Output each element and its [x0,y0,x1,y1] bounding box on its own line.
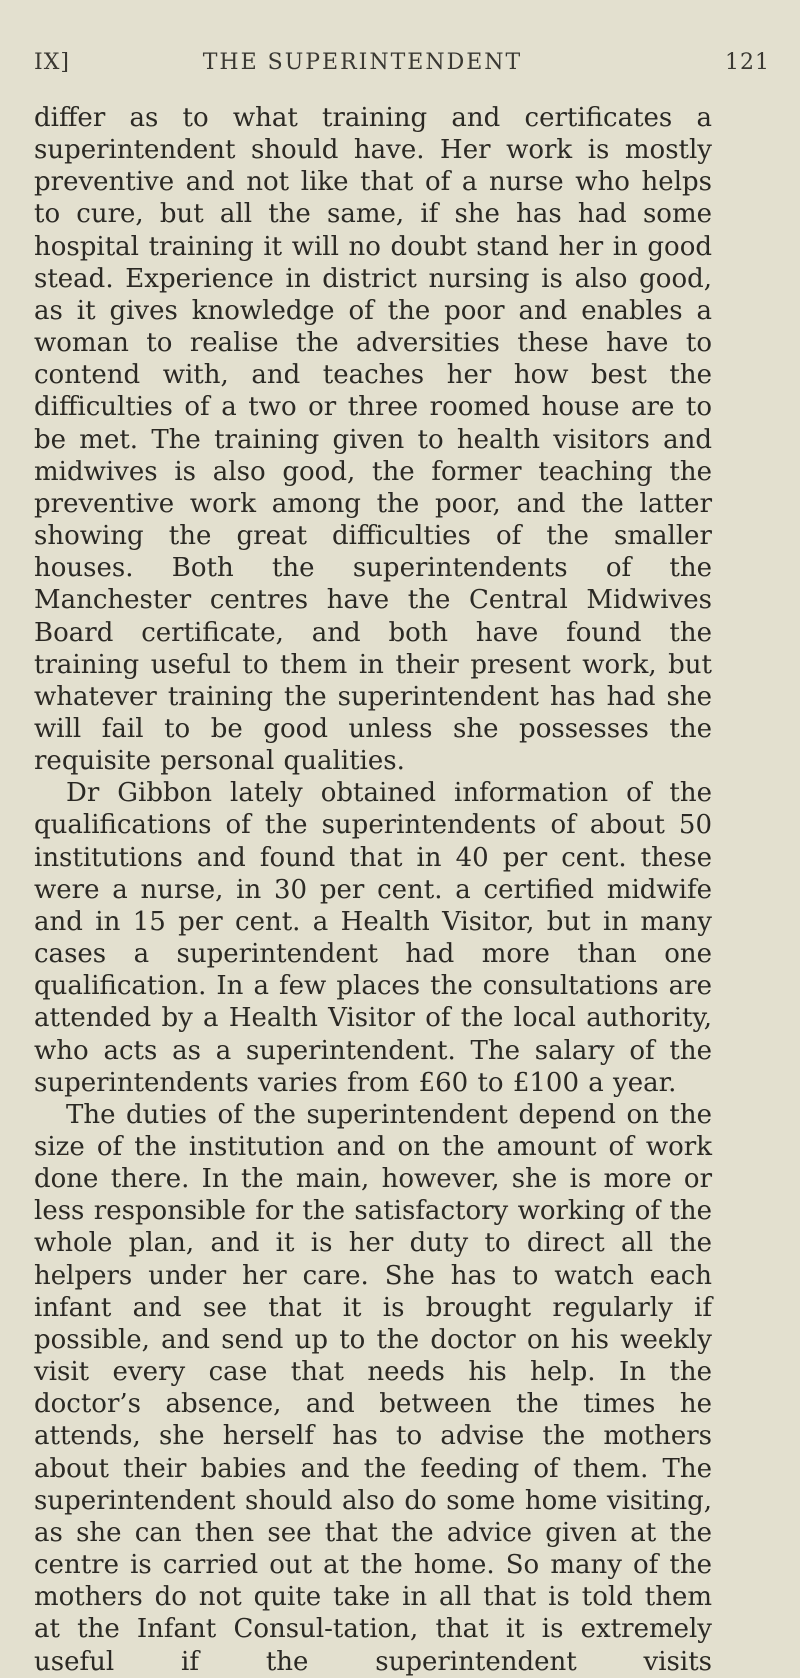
paragraph-3: The duties of the superintendent depend on the size of the institution and on the amount of work done there. In the main, however, she is more or less responsible for the satisfactory working of the whole plan, and it is her duty to direct all the helpers under her care. She has to watch each infant and see that it is brought regularly if possible, and send up to the doctor on his weekly visit every case that needs his help. In the doctor’s absence, and between the times he attends, she herself has to advise the mothers about their babies and the feeding of them. The superintendent should also do some home visiting, as she can then see that the advice given at the centre is carried out at the home. So many of the mothers do not quite take in all that is told them at the Infant Consul-tation, that it is extremely useful if the superintendent visits [34,1099,712,1677]
paragraph-2: Dr Gibbon lately obtained information of the qualifications of the superintendents of about 50 institutions and found that in 40 per cent. these were a nurse, in 30 per cent. a certified midwife and in 15 per cent. a Health Visitor, but in many cases a superintendent had more than one qualification. In a few places the consultations are attended by a Health Visitor of the local authority, who acts as a superintendent. The salary of the superintendents varies from £60 to £100 a year. [34,778,712,1098]
chapter-number: IX] [34,50,70,75]
body-text [34,102,712,1678]
page-number: 121 [725,50,770,75]
running-title: THE SUPERINTENDENT [202,50,523,75]
paragraph-1: differ as to what training and certificates a superintendent should have. Her work is mostly preventive and not like that of a nurse who helps to cure, but all the same, if she has had some hospital training it will no doubt stand her in good stead. Experience in district nursing is also good, as it gives knowledge of the poor and enables a woman to realise the adversities these have to contend with, and teaches her how best the difficulties of a two or three roomed house are to be met. The training given to health visitors and midwives is also good, the former teaching the preventive work among the poor, and the latter showing the great difficulties of the smaller houses. Both the superintendents of the Manchester centres have the Central Midwives Board certificate, and both have found the training useful to them in their present work, but whatever training the superintendent has had she will fail to be good unless she possesses the requisite personal qualities. [34,103,712,777]
running-header [34,50,770,90]
